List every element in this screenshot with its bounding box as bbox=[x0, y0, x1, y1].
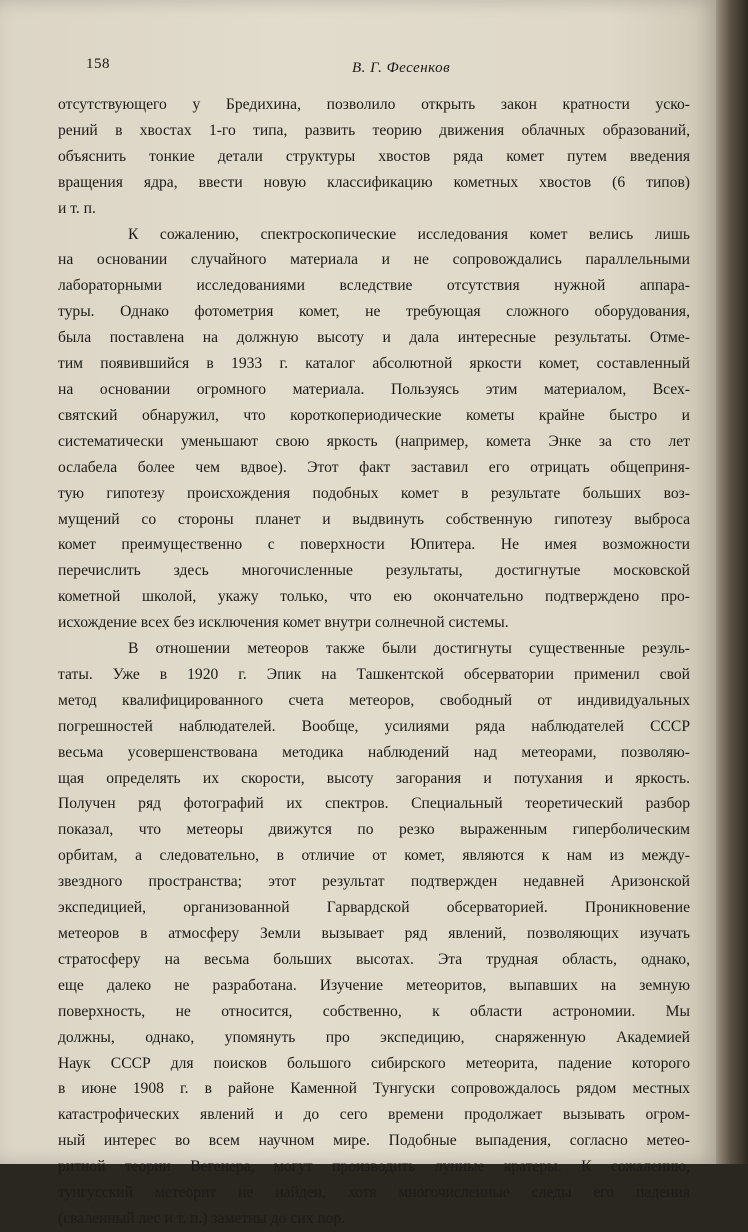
text-line: должны, однако, упомянуть про экспедицию, снаряженную Академией bbox=[58, 1028, 690, 1046]
text-line: и т. п. bbox=[58, 199, 96, 217]
text-line: ослабела более чем вдвое). Этот факт заставил его отрицать общеприня- bbox=[58, 458, 690, 476]
text-line: В отношении метеоров также были достигнуты существенные резуль- bbox=[128, 640, 690, 658]
text-line: объяснить тонкие детали структуры хвостов ряда комет путем введения bbox=[58, 147, 690, 165]
text-line: погрешностей наблюдателей. Вообще, усилиями ряда наблюдателей СССР bbox=[58, 717, 690, 735]
text-line: весьма усовершенствована методика наблюдений над метеорами, позволяю- bbox=[58, 743, 690, 761]
text-line: была поставлена на должную высоту и дала интересные результаты. Отме- bbox=[58, 329, 690, 347]
text-line: К сожалению, спектроскопические исследования комет велись лишь bbox=[128, 225, 690, 243]
text-line: рений в хвостах 1-го типа, развить теорию движения облачных образований, bbox=[58, 121, 690, 139]
paragraph bbox=[58, 92, 690, 222]
text-line: ный интерес во всем научном мире. Подобные выпадения, согласно метео- bbox=[58, 1132, 690, 1150]
text-line: еще далеко не разработана. Изучение метеоритов, выпавших на земную bbox=[58, 976, 690, 994]
text-line: (сваленный лес и т. п.) заметны до сих пор. bbox=[58, 1209, 346, 1227]
text-line: в июне 1908 г. в районе Каменной Тунгуски сопровождалось рядом местных bbox=[58, 1080, 690, 1098]
text-line: тим появившийся в 1933 г. каталог абсолютной яркости комет, составленный bbox=[58, 355, 690, 373]
text-line: экспедицией, организованной Гарвардской обсерваторией. Проникновение bbox=[58, 899, 690, 917]
text-line: лабораторными исследованиями вследствие отсутствия нужной аппара- bbox=[58, 277, 690, 295]
text-line: туры. Однако фотометрия комет, не требующая сложного оборудования, bbox=[58, 303, 690, 321]
body-text bbox=[58, 92, 690, 1232]
running-title: В. Г. Фесенков bbox=[352, 60, 451, 76]
text-line: мущений со стороны планет и выдвинуть собственную гипотезу выброса bbox=[58, 510, 690, 528]
text-line: катастрофических явлений и до сего времени продолжает вызывать огром- bbox=[58, 1106, 690, 1124]
text-line: отсутствующего у Бредихина, позволило открыть закон кратности уско- bbox=[58, 96, 690, 113]
page-header bbox=[86, 56, 686, 80]
text-line: орбитам, а следовательно, в отличие от комет, являются к нам из между- bbox=[58, 847, 690, 865]
text-line: тунгусский метеорит не найден, хотя многочисленные следы его падения bbox=[58, 1184, 690, 1202]
text-line: метод квалифицированного счета метеоров, свободный от индивидуальных bbox=[58, 691, 690, 709]
text-line: Наук СССР для поисков большого сибирского метеорита, падение которого bbox=[58, 1054, 690, 1072]
text-line: звездного пространства; этот результат подтвержден недавней Аризонской bbox=[58, 873, 690, 891]
text-line: святский обнаружил, что короткопериодические кометы крайне быстро и bbox=[58, 406, 690, 424]
text-line: показал, что метеоры движутся по резко выраженным гиперболическим bbox=[58, 821, 690, 839]
text-line: систематически уменьшают свою яркость (например, комета Энке за сто лет bbox=[58, 432, 690, 450]
paragraph bbox=[58, 222, 690, 637]
text-line: комет преимущественно с поверхности Юпитера. Не имея возможности bbox=[58, 536, 690, 554]
text-line: на основании огромного материала. Пользуясь этим материалом, Всех- bbox=[58, 380, 690, 398]
text-line: кометной школой, укажу только, что ею окончательно подтверждено про- bbox=[58, 588, 690, 606]
text-line: вращения ядра, ввести новую классификацию кометных хвостов (6 типов) bbox=[58, 173, 690, 191]
text-line: тую гипотезу происхождения подобных комет в результате больших воз- bbox=[58, 484, 690, 502]
book-spine-shadow bbox=[716, 0, 748, 1164]
text-line: перечислить здесь многочисленные результаты, достигнутые московской bbox=[58, 562, 690, 580]
text-line: поверхность, не относится, собственно, к области астрономии. Мы bbox=[58, 1002, 690, 1020]
text-line: стратосферу на весьма больших высотах. Эта трудная область, однако, bbox=[58, 950, 690, 968]
text-line: исхождение всех без исключения комет внутри солнечной системы. bbox=[58, 614, 509, 632]
text-line: таты. Уже в 1920 г. Эпик на Ташкентской обсерватории применил свой bbox=[58, 665, 690, 683]
page-number: 158 bbox=[86, 56, 110, 72]
text-line: ритной теории Вегенера, могут производить лунные кратеры. К сожалению, bbox=[58, 1158, 690, 1176]
paragraph bbox=[58, 636, 690, 1232]
text-line: на основании случайного материала и не сопровождались параллельными bbox=[58, 251, 690, 269]
text-line: метеоров в атмосферу Земли вызывает ряд явлений, позволяющих изучать bbox=[58, 925, 690, 942]
text-line: щая определять их скорости, высоту загорания и потухания и яркость. bbox=[58, 769, 690, 787]
text-line: Получен ряд фотографий их спектров. Специальный теоретический разбор bbox=[58, 795, 690, 813]
